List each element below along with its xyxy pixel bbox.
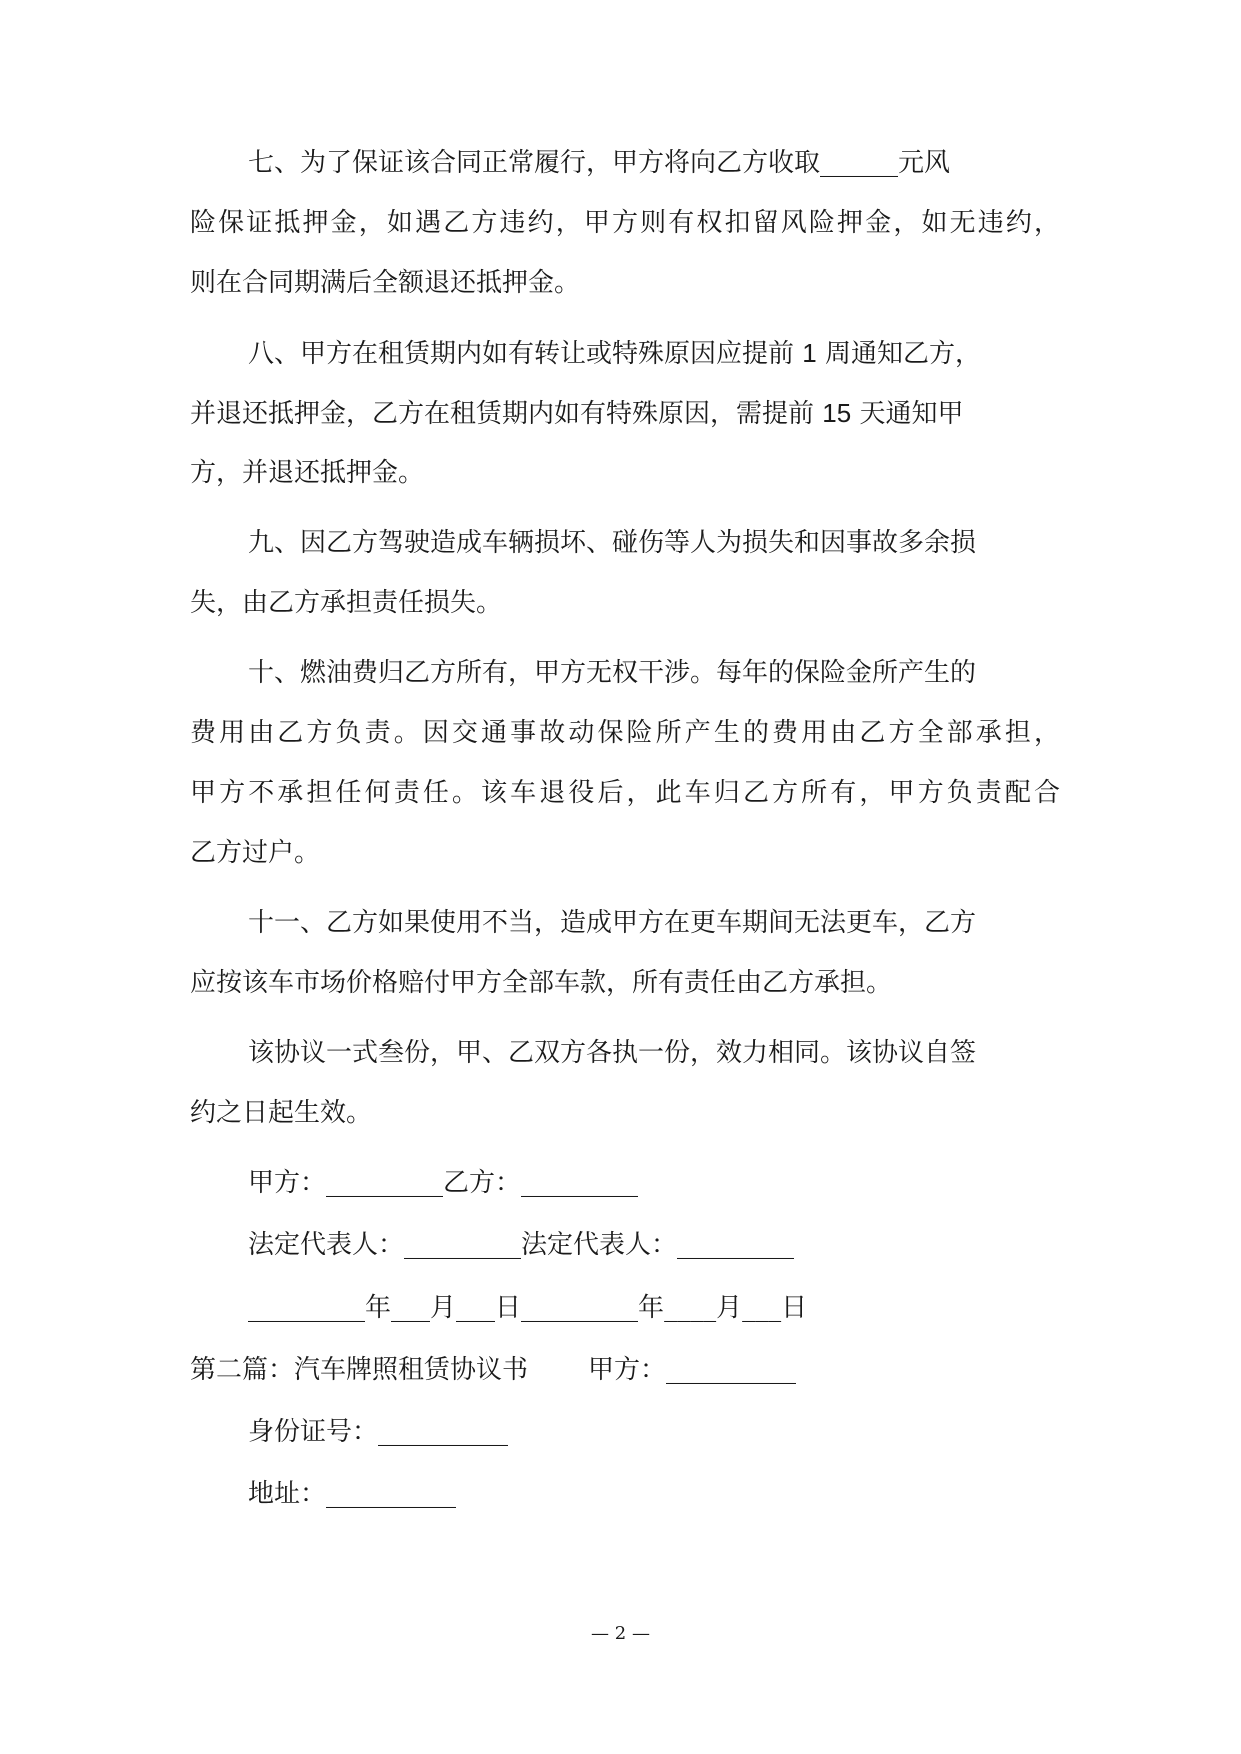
clause-8-text-c: 并退还抵押金，乙方在租赁期内如有特殊原因，需提前: [190, 399, 823, 429]
rep-a-label: 法定代表人：: [248, 1230, 405, 1260]
clause-8-line-2: [190, 397, 963, 430]
clause-7-line-3: 则在合同期满后全额退还抵押金。: [190, 268, 581, 298]
clause-11-line-1: 十一、乙方如果使用不当，造成甲方在更车期间无法更车，乙方: [248, 908, 977, 938]
party-a-label: 甲方：: [248, 1168, 327, 1198]
rep-b-blank: _________: [677, 1230, 795, 1260]
date-blank: _________: [521, 1293, 639, 1323]
date-blank: ____: [664, 1293, 717, 1323]
address-row: [248, 1478, 456, 1510]
clause-8-line-1: [248, 337, 981, 370]
party-b-label: 乙方：: [443, 1168, 522, 1198]
date-blank: ___: [456, 1293, 496, 1323]
party-a-blank: _________: [326, 1168, 444, 1198]
date-row: [248, 1292, 807, 1324]
closing-line-2: 约之日起生效。: [190, 1098, 373, 1128]
clause-8-text-b: 周通知乙方，: [816, 339, 981, 369]
month-label: 月: [716, 1293, 743, 1323]
address-label: 地址：: [248, 1479, 327, 1509]
clause-9-line-2: 失，由乙方承担责任损失。: [190, 588, 503, 618]
party-signature-row: [248, 1167, 638, 1199]
clause-10-line-1: 十、燃油费归乙方所有，甲方无权干涉。每年的保险金所产生的: [248, 658, 977, 688]
notice-weeks-value: 1: [802, 338, 817, 368]
date-blank: ___: [391, 1293, 431, 1323]
clause-10-line-4: 乙方过户。: [190, 838, 321, 868]
date-blank: _________: [248, 1293, 365, 1323]
clause-8-text-d: 天通知甲: [851, 399, 964, 429]
rep-b-label: 法定代表人：: [521, 1230, 678, 1260]
representative-row: [248, 1229, 794, 1261]
id-number-blank: __________: [378, 1417, 509, 1447]
year-label: 年: [638, 1293, 665, 1323]
clause-8-text-a: 八、甲方在租赁期内如有转让或特殊原因应提前: [248, 339, 803, 369]
year-label: 年: [365, 1293, 392, 1323]
day-label: 日: [495, 1293, 522, 1323]
clause-7-line-2: 险保证抵押金，如遇乙方违约，甲方则有权扣留风险押金，如无违约，: [190, 208, 1060, 238]
part-2-party-a-label: 甲方：: [588, 1355, 667, 1385]
rep-a-blank: _________: [404, 1230, 522, 1260]
address-blank: __________: [326, 1479, 457, 1509]
party-b-blank: _________: [521, 1168, 639, 1198]
clause-11-line-2: 应按该车市场价格赔付甲方全部车款，所有责任由乙方承担。: [190, 968, 893, 998]
day-label: 日: [781, 1293, 808, 1323]
page-number: — 2 —: [591, 1623, 650, 1644]
id-number-row: [248, 1416, 508, 1448]
clause-10-line-3: 甲方不承担任何责任。该车退役后，此车归乙方所有，甲方负责配合: [190, 778, 1060, 808]
part-2-heading-row: [190, 1354, 796, 1386]
clause-9-line-1: 九、因乙方驾驶造成车辆损坏、碰伤等人为损失和因事故多余损: [248, 528, 977, 558]
part-2-heading: 第二篇：汽车牌照租赁协议书: [190, 1355, 529, 1385]
clause-10-line-2: 费用由乙方负责。因交通事故动保险所产生的费用由乙方全部承担，: [190, 718, 1060, 748]
date-blank: ___: [742, 1293, 782, 1323]
month-label: 月: [430, 1293, 457, 1323]
id-number-label: 身份证号：: [248, 1417, 379, 1447]
clause-8-line-3: 方，并退还抵押金。: [190, 458, 425, 488]
notice-days-value: 15: [822, 398, 852, 428]
part-2-party-a-blank: __________: [666, 1355, 797, 1385]
closing-line-1: 该协议一式叁份，甲、乙双方各执一份，效力相同。该协议自签: [248, 1038, 977, 1068]
clause-7-line-1: 七、为了保证该合同正常履行，甲方将向乙方收取______元风: [248, 148, 951, 178]
